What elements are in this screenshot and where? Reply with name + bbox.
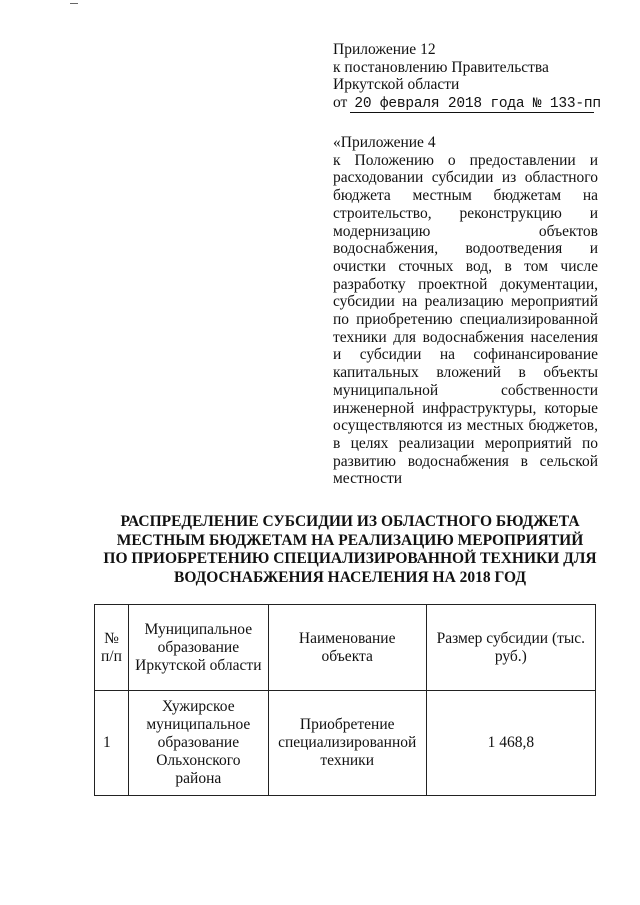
title-line-4: ВОДОСНАБЖЕНИЯ НАСЕЛЕНИЯ НА 2018 ГОД: [174, 568, 526, 586]
cell-municipality: Хужирское муниципальное образование Ольхонского района: [128, 691, 268, 796]
scan-mark: [70, 3, 78, 4]
appendix-12-label: Приложение 12: [333, 41, 436, 58]
header-num: № п/п: [95, 605, 129, 691]
subsidy-table: [94, 604, 596, 796]
cell-num: 1: [95, 691, 129, 796]
appendix-4-heading: «Приложение 4: [333, 134, 436, 151]
appendix-4-block: [333, 134, 598, 488]
header-amount: Размер субсидии (тыс. руб.): [426, 605, 595, 691]
document-title: [60, 513, 640, 587]
appendix-4-text: к Положению о предоставлении и расходовании субсидии из областного бюджета местным бюджетам на строительство, реконструкцию и модернизацию объектов водоснабжения, водоотведения и очистки сточных вод, в том числе разработку проектной документации, субсидии на реализацию мероприятий по приобретению специализированной техники для водоснабжения населения и субсидии на софинансирование капитальных вложений в объекты муниципальной собственности инженерной инфраструктуры, которые осуществляются из местных бюджетов, в целях реализации мероприятий по развитию водоснабжения в сельской местности: [333, 151, 598, 488]
appendix-12-resolution: к постановлению Правительства: [333, 58, 549, 76]
title-line-3: ПО ПРИОБРЕТЕНИЮ СПЕЦИАЛИЗИРОВАННОЙ ТЕХНИКИ ДЛЯ: [103, 550, 597, 567]
appendix-12-date-line: [333, 94, 603, 113]
date-value: 20 февраля 2018 года № 133-пп: [350, 97, 594, 113]
table-row: [95, 691, 596, 796]
appendix-12-block: [333, 41, 603, 113]
cell-amount: 1 468,8: [426, 691, 595, 796]
header-object: Наименование объекта: [268, 605, 426, 691]
title-line-1: РАСПРЕДЕЛЕНИЕ СУБСИДИИ ИЗ ОБЛАСТНОГО БЮДЖЕТА: [120, 513, 580, 530]
appendix-12-region: Иркутской области: [333, 76, 460, 93]
date-prefix: от: [333, 93, 348, 111]
title-line-2: МЕСТНЫМ БЮДЖЕТАМ НА РЕАЛИЗАЦИЮ МЕРОПРИЯТИЙ: [116, 531, 584, 549]
cell-object: Приобретение специализированной техники: [268, 691, 426, 796]
table-header-row: [95, 605, 596, 691]
header-municipality: Муниципальное образование Иркутской области: [128, 605, 268, 691]
